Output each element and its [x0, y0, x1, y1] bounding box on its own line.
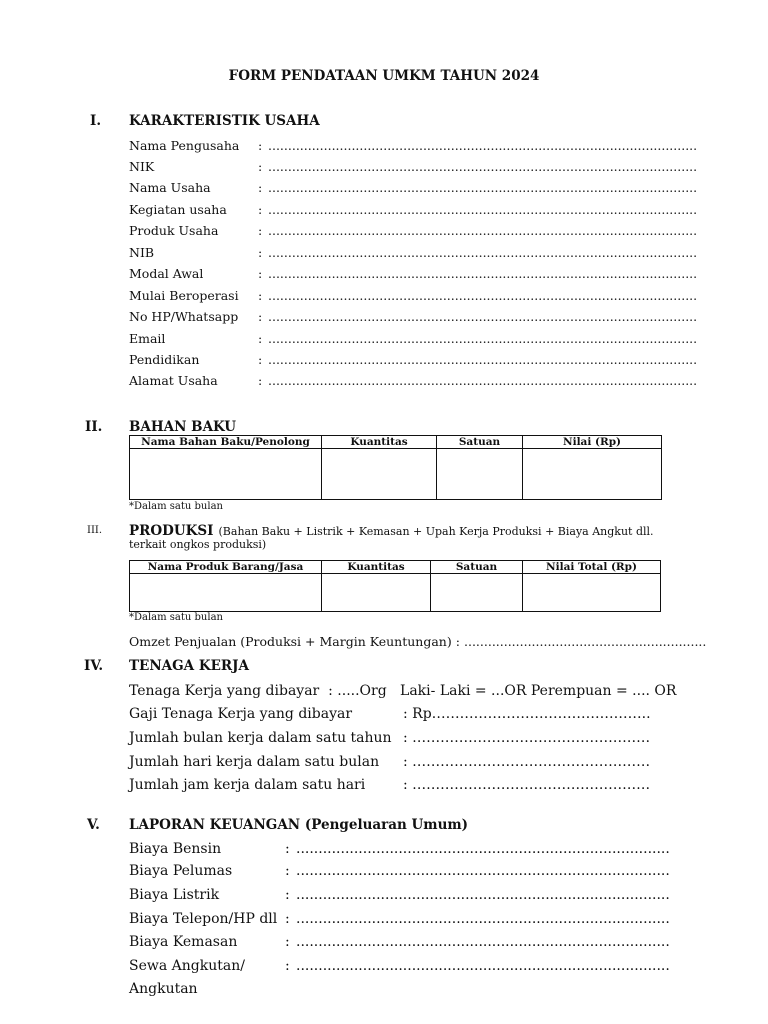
- field-input-dots[interactable]: ............................................................................................................: [268, 266, 698, 281]
- field-label: Biaya Telepon/HP dll: [129, 911, 278, 927]
- field-label: Produk Usaha: [129, 223, 219, 238]
- field-colon: :: [285, 958, 290, 974]
- field-colon: :: [258, 352, 263, 367]
- section-3-title: PRODUKSI: [129, 523, 214, 539]
- table-note: *Dalam satu bulan: [129, 501, 223, 512]
- field-colon: :: [258, 245, 263, 260]
- table-header-cell: Nilai Total (Rp): [523, 561, 661, 574]
- field-colon: :: [258, 309, 263, 324]
- field-input-dots[interactable]: ....................................................................................: [296, 911, 670, 927]
- table-cell[interactable]: [130, 449, 322, 500]
- field-label: Email: [129, 331, 166, 346]
- field-label: Jumlah bulan kerja dalam satu tahun: [129, 730, 392, 746]
- table-row: [130, 574, 661, 612]
- section-3-description: (Bahan Baku + Listrik + Kemasan + Upah Kerja Produksi + Biaya Angkut dll.: [218, 525, 654, 538]
- field-colon: :: [258, 202, 263, 217]
- omzet-input-dots[interactable]: .............................................................: [464, 634, 707, 649]
- field-input-dots[interactable]: : ……………………………………………: [403, 730, 651, 746]
- field-input-dots[interactable]: ............................................................................................................: [268, 223, 698, 238]
- field-label: Modal Awal: [129, 266, 204, 281]
- field-label: Biaya Pelumas: [129, 863, 233, 879]
- table-header-row: [130, 436, 662, 449]
- field-input-dots[interactable]: ............................................................................................................: [268, 309, 698, 324]
- table-cell[interactable]: [130, 574, 322, 612]
- field-label: Sewa Angkutan/: [129, 958, 245, 974]
- table-header-cell: Nilai (Rp): [523, 436, 662, 449]
- field-label: Kegiatan usaha: [129, 202, 227, 217]
- field-label: Biaya Bensin: [129, 841, 222, 857]
- table-note: *Dalam satu bulan: [129, 612, 223, 623]
- field-input-dots[interactable]: ....................................................................................: [296, 863, 670, 879]
- table-cell[interactable]: [322, 574, 431, 612]
- field-input-dots[interactable]: ............................................................................................................: [268, 202, 698, 217]
- table-cell[interactable]: [523, 449, 662, 500]
- field-colon: :: [285, 841, 290, 857]
- field-label: Pendidikan: [129, 352, 200, 367]
- tenaga-kerja-line[interactable]: Tenaga Kerja yang dibayar : .....Org Laki- Laki = ...OR Perempuan = .... OR: [129, 683, 677, 699]
- table-cell[interactable]: [431, 574, 523, 612]
- field-input-dots[interactable]: : ……………………………………………: [403, 754, 651, 770]
- table-header-cell: Satuan: [437, 436, 523, 449]
- section-3-heading: [129, 520, 654, 539]
- field-colon: :: [285, 934, 290, 950]
- field-label: Biaya Listrik: [129, 887, 220, 903]
- table-header-cell: Kuantitas: [322, 561, 431, 574]
- field-colon: :: [285, 887, 290, 903]
- omzet-label: Omzet Penjualan (Produksi + Margin Keuntungan) :: [129, 634, 460, 649]
- field-colon: :: [258, 159, 263, 174]
- section-1-title: KARAKTERISTIK USAHA: [129, 113, 320, 129]
- field-label: Alamat Usaha: [129, 373, 218, 388]
- field-input-dots[interactable]: ............................................................................................................: [268, 180, 698, 195]
- field-colon: :: [258, 331, 263, 346]
- field-colon: :: [258, 180, 263, 195]
- field-colon: :: [285, 911, 290, 927]
- field-label: NIK: [129, 159, 155, 174]
- produksi-table: [129, 560, 661, 612]
- field-colon: :: [258, 288, 263, 303]
- field-label: Nama Pengusaha: [129, 138, 240, 153]
- section-4-number: IV.: [84, 658, 104, 674]
- field-label: Jumlah hari kerja dalam satu bulan: [129, 754, 380, 770]
- field-input-dots[interactable]: ....................................................................................: [296, 841, 670, 857]
- field-input-dots[interactable]: : ……………………………………………: [403, 777, 651, 793]
- table-cell[interactable]: [322, 449, 437, 500]
- table-row: [130, 449, 662, 500]
- field-input-dots[interactable]: ....................................................................................: [296, 934, 670, 950]
- field-label: No HP/Whatsapp: [129, 309, 239, 324]
- table-cell[interactable]: [523, 574, 661, 612]
- field-label: Nama Usaha: [129, 180, 211, 195]
- field-colon: :: [258, 138, 263, 153]
- field-input-dots[interactable]: ....................................................................................: [296, 958, 670, 974]
- section-5-title: LAPORAN KEUANGAN (Pengeluaran Umum): [129, 817, 469, 833]
- section-2-title: BAHAN BAKU: [129, 419, 237, 435]
- field-colon: :: [258, 223, 263, 238]
- section-3-number: III.: [87, 525, 103, 536]
- table-header-cell: Nama Bahan Baku/Penolong: [130, 436, 322, 449]
- section-1-number: I.: [90, 113, 102, 129]
- form-title: FORM PENDATAAN UMKM TAHUN 2024: [228, 68, 540, 84]
- field-input-dots[interactable]: ............................................................................................................: [268, 373, 698, 388]
- bahan-baku-table: [129, 435, 662, 500]
- section-3-description-cont: terkait ongkos produksi): [129, 538, 267, 551]
- field-input-dots[interactable]: ............................................................................................................: [268, 331, 698, 346]
- section-5-number: V.: [87, 817, 100, 833]
- field-input-dots[interactable]: ............................................................................................................: [268, 288, 698, 303]
- table-header-row: [130, 561, 661, 574]
- field-label: Biaya Kemasan: [129, 934, 238, 950]
- field-input-dots[interactable]: ....................................................................................: [296, 887, 670, 903]
- field-label-continuation: Angkutan: [129, 981, 198, 997]
- table-header-cell: Nama Produk Barang/Jasa: [130, 561, 322, 574]
- field-label: Gaji Tenaga Kerja yang dibayar: [129, 706, 353, 722]
- field-colon: :: [258, 373, 263, 388]
- field-input-dots[interactable]: ............................................................................................................: [268, 352, 698, 367]
- field-colon: :: [258, 266, 263, 281]
- field-input-dots[interactable]: ............................................................................................................: [268, 159, 698, 174]
- field-label: NIB: [129, 245, 155, 260]
- field-colon: :: [285, 863, 290, 879]
- section-2-number: II.: [85, 419, 103, 435]
- field-label: Mulai Beroperasi: [129, 288, 239, 303]
- field-input-dots[interactable]: ............................................................................................................: [268, 138, 698, 153]
- section-4-title: TENAGA KERJA: [129, 658, 249, 674]
- table-header-cell: Satuan: [431, 561, 523, 574]
- field-input-dots[interactable]: ............................................................................................................: [268, 245, 698, 260]
- field-label: Jumlah jam kerja dalam satu hari: [129, 777, 366, 793]
- table-cell[interactable]: [437, 449, 523, 500]
- table-header-cell: Kuantitas: [322, 436, 437, 449]
- field-input-dots[interactable]: : Rp………………………………………..: [403, 706, 651, 722]
